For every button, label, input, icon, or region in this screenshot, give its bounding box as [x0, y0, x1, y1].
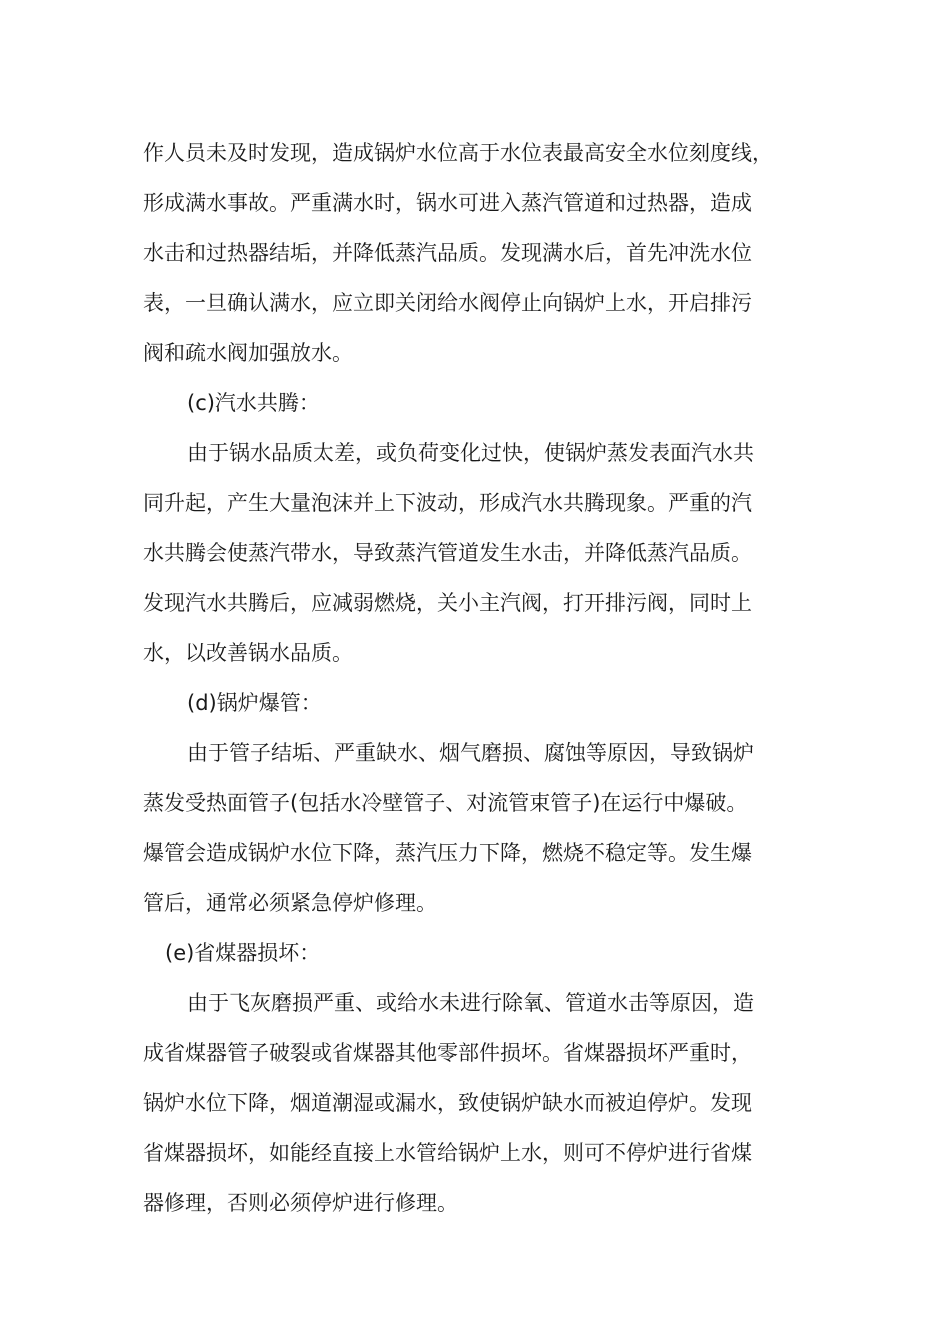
paragraph-line: 阀和疏水阀加强放水。 [143, 341, 353, 365]
paragraph-line: 由于管子结垢、严重缺水、烟气磨损、腐蚀等原因，导致锅炉 [187, 741, 754, 765]
paragraph-line: 形成满水事故。严重满水时，锅水可进入蒸汽管道和过热器，造成 [143, 191, 752, 215]
paragraph-line: 锅炉水位下降，烟道潮湿或漏水，致使锅炉缺水而被迫停炉。发现 [143, 1091, 752, 1115]
paragraph-line: 发现汽水共腾后，应减弱燃烧，关小主汽阀，打开排污阀，同时上 [143, 591, 752, 615]
paragraph-line: 管后，通常必须紧急停炉修理。 [143, 891, 437, 915]
paragraph-line: 水，以改善锅水品质。 [143, 641, 353, 665]
paragraph-line: 水击和过热器结垢，并降低蒸汽品质。发现满水后，首先冲洗水位 [143, 241, 752, 265]
paragraph-line: 由于锅水品质太差，或负荷变化过快，使锅炉蒸发表面汽水共 [187, 441, 754, 465]
paragraph-line: 作人员未及时发现，造成锅炉水位高于水位表最高安全水位刻度线， [143, 141, 773, 165]
paragraph-line: 省煤器损坏，如能经直接上水管给锅炉上水，则可不停炉进行省煤 [143, 1141, 752, 1165]
body-text [143, 128, 823, 1228]
paragraph-line: 水共腾会使蒸汽带水，导致蒸汽管道发生水击，并降低蒸汽品质。 [143, 541, 752, 565]
paragraph-line: 爆管会造成锅炉水位下降，蒸汽压力下降，燃烧不稳定等。发生爆 [143, 841, 752, 865]
paragraph-line: 由于飞灰磨损严重、或给水未进行除氧、管道水击等原因，造 [187, 991, 754, 1015]
paragraph-line: 成省煤器管子破裂或省煤器其他零部件损坏。省煤器损坏严重时， [143, 1041, 752, 1065]
paragraph-line: 表，一旦确认满水，应立即关闭给水阀停止向锅炉上水，开启排污 [143, 291, 752, 315]
paragraph-line: 蒸发受热面管子(包括水冷壁管子、对流管束管子)在运行中爆破。 [143, 791, 748, 815]
paragraph-line: 同升起，产生大量泡沫并上下波动，形成汽水共腾现象。严重的汽 [143, 491, 752, 515]
section-heading-d: (d)锅炉爆管： [187, 691, 322, 715]
section-heading-c: (c)汽水共腾： [187, 391, 320, 415]
paragraph-line: 器修理，否则必须停炉进行修理。 [143, 1191, 458, 1215]
section-heading-e: (e)省煤器损坏： [165, 941, 321, 965]
